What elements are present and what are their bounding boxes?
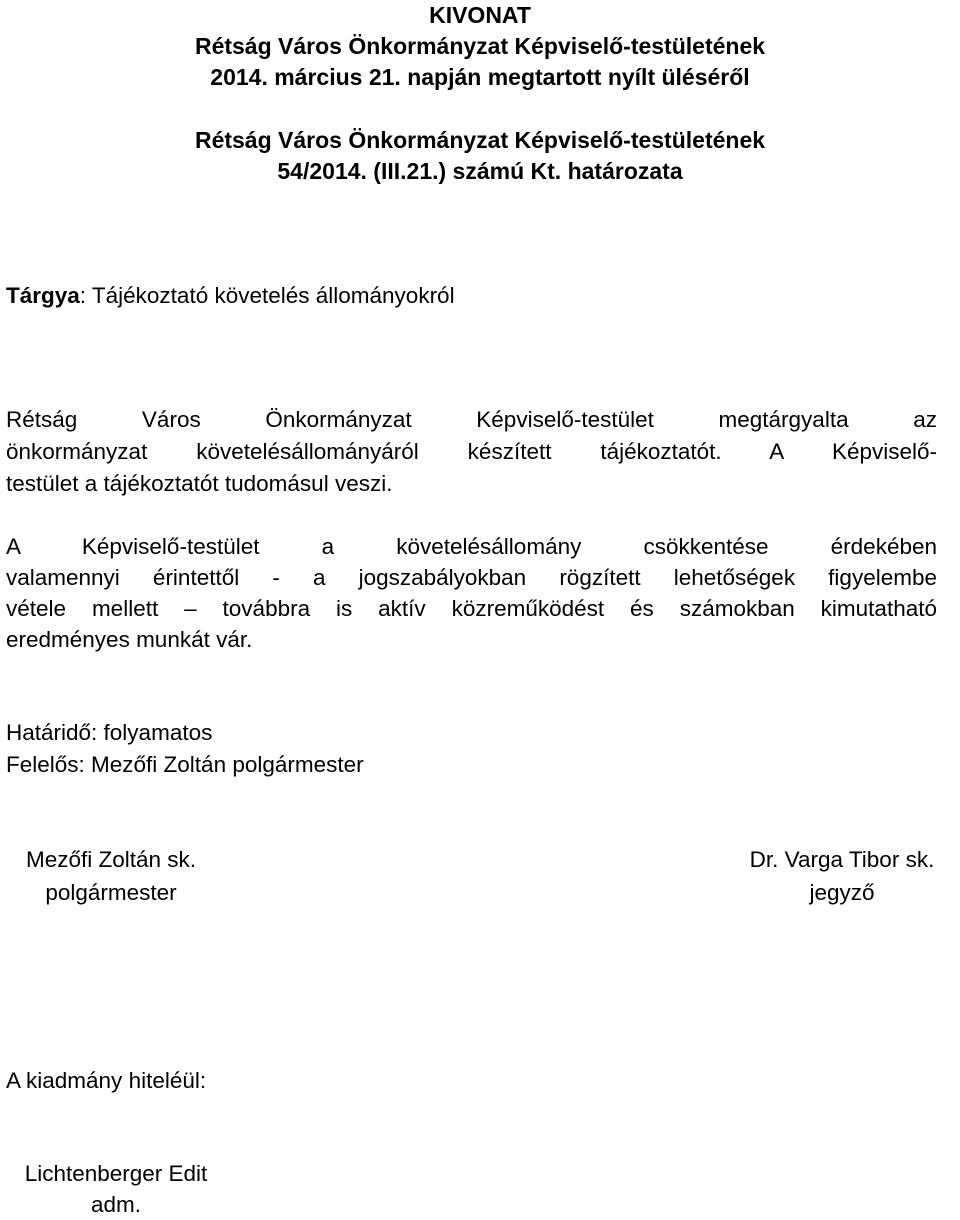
header-line-1: Rétság Város Önkormányzat Képviselő-testületének	[194, 33, 766, 59]
header-line-4: 54/2014. (III.21.) számú Kt. határozata	[277, 158, 683, 184]
subject-label: Tárgya	[6, 283, 80, 308]
paragraph2-line-4: eredményes munkát vár.	[6, 627, 253, 652]
document-title: KIVONAT	[429, 2, 531, 28]
paragraph2-line-1: A Képviselő-testület a követelésállomány csökkentése érdekében	[6, 534, 937, 559]
paragraph2-line-3: vétele mellett – továbbra is aktív közreműködést és számokban kimutatható	[6, 596, 937, 621]
certification-label: A kiadmány hiteléül:	[6, 1068, 207, 1093]
certifier-title: adm.	[90, 1192, 142, 1217]
certifier-name: Lichtenberger Edit	[24, 1161, 208, 1186]
signature-left	[6, 843, 216, 909]
paragraph1-line-3: testület a tájékoztatót tudomásul veszi.	[6, 471, 393, 496]
notary-name: Dr. Varga Tibor sk.	[749, 847, 935, 872]
paragraph1-line-1: Rétság Város Önkormányzat Képviselő-testület megtárgyalta az	[6, 407, 937, 432]
header-line-2: 2014. március 21. napján megtartott nyílt üléséről	[210, 64, 750, 90]
subject-line	[6, 281, 455, 311]
signature-right	[732, 843, 952, 909]
paragraph2-line-2: valamennyi érintettől - a jogszabályokban rögzített lehetőségek figyelembe	[6, 565, 937, 590]
document-header	[0, 0, 960, 93]
responsible: Felelős: Mezőfi Zoltán polgármester	[6, 752, 364, 777]
header-line-3: Rétság Város Önkormányzat Képviselő-testületének	[194, 127, 766, 153]
subject-text: : Tájékoztató követelés állományokról	[79, 283, 455, 308]
notary-title: jegyző	[809, 880, 875, 905]
mayor-title: polgármester	[45, 880, 177, 905]
deadline: Határidő: folyamatos	[6, 720, 213, 745]
certifier-block	[6, 1158, 226, 1220]
mayor-name: Mezőfi Zoltán sk.	[25, 847, 197, 872]
resolution-header	[0, 125, 960, 187]
paragraph1-line-2: önkormányzat követelésállományáról készített tájékoztatót. A Képviselő-	[6, 439, 937, 464]
